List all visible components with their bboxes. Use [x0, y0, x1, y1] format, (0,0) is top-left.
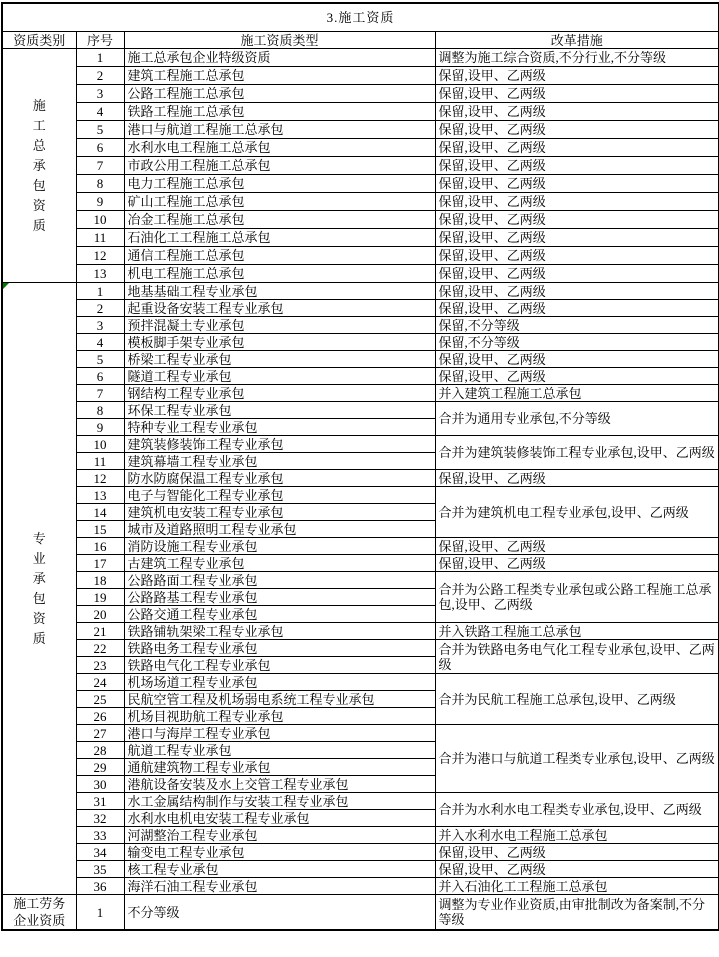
qualification-type-cell: 公路工程施工总承包 — [124, 85, 435, 103]
reform-measure-cell: 保留,设甲、乙两级 — [435, 103, 719, 121]
table-row — [2, 121, 719, 139]
reform-measure-cell: 保留,设甲、乙两级 — [435, 283, 719, 300]
category-label: 专业承包资质 — [32, 530, 46, 646]
reform-measure-cell: 保留,设甲、乙两级 — [435, 85, 719, 103]
category-cell — [2, 895, 76, 931]
qualification-type-cell: 钢结构工程专业承包 — [124, 385, 435, 402]
row-number: 10 — [76, 211, 124, 229]
qualification-type-cell: 铁路电务工程专业承包 — [124, 640, 435, 657]
row-number: 11 — [76, 453, 124, 470]
reform-measure-cell: 合并为建筑机电工程专业承包,设甲、乙两级 — [435, 487, 719, 538]
row-number: 29 — [76, 759, 124, 776]
header-no: 序号 — [76, 32, 124, 49]
table-row — [2, 193, 719, 211]
reform-measure-cell: 并入建筑工程施工总承包 — [435, 385, 719, 402]
reform-measure-cell: 并入水利水电工程施工总承包 — [435, 827, 719, 844]
table-row — [2, 725, 719, 742]
qualification-type-cell: 港口与航道工程施工总承包 — [124, 121, 435, 139]
qualification-type-cell: 铁路工程施工总承包 — [124, 103, 435, 121]
row-number: 24 — [76, 674, 124, 691]
row-number: 18 — [76, 572, 124, 589]
row-number: 34 — [76, 844, 124, 861]
reform-measure-cell: 保留,设甲、乙两级 — [435, 538, 719, 555]
table-row — [2, 139, 719, 157]
row-number: 4 — [76, 334, 124, 351]
table-row — [2, 793, 719, 810]
reform-measure-cell: 保留,设甲、乙两级 — [435, 175, 719, 193]
qualification-type-cell: 起重设备安装工程专业承包 — [124, 300, 435, 317]
row-number: 19 — [76, 589, 124, 606]
qualification-type-cell: 航道工程专业承包 — [124, 742, 435, 759]
reform-measure-cell: 保留,设甲、乙两级 — [435, 139, 719, 157]
category-label: 施工劳务企业资质 — [13, 896, 66, 928]
row-number: 5 — [76, 121, 124, 139]
reform-measure-cell: 保留,设甲、乙两级 — [435, 844, 719, 861]
row-number: 9 — [76, 419, 124, 436]
reform-measure-cell: 合并为铁路电务电气化工程专业承包,设甲、乙两级 — [435, 640, 719, 674]
table-row — [2, 385, 719, 402]
table-row — [2, 487, 719, 504]
qualification-type-cell: 地基基础工程专业承包 — [124, 283, 435, 300]
table-row — [2, 157, 719, 175]
row-number: 23 — [76, 657, 124, 674]
qualification-type-cell: 桥梁工程专业承包 — [124, 351, 435, 368]
row-number: 5 — [76, 351, 124, 368]
row-number: 13 — [76, 265, 124, 283]
row-number: 9 — [76, 193, 124, 211]
qualification-type-cell: 石油化工工程施工总承包 — [124, 229, 435, 247]
row-number: 30 — [76, 776, 124, 793]
table-row — [2, 175, 719, 193]
row-number: 15 — [76, 521, 124, 538]
qualification-type-cell: 通航建筑物工程专业承包 — [124, 759, 435, 776]
qualification-type-cell: 公路路基工程专业承包 — [124, 589, 435, 606]
qualification-type-cell: 电力工程施工总承包 — [124, 175, 435, 193]
category-label: 施工总承包资质 — [32, 97, 46, 233]
table-row — [2, 265, 719, 283]
reform-measure-cell: 保留,设甲、乙两级 — [435, 193, 719, 211]
qualification-type-cell: 民航空管工程及机场弱电系统工程专业承包 — [124, 691, 435, 708]
qualification-type-cell: 机电工程施工总承包 — [124, 265, 435, 283]
reform-measure-cell: 合并为民航工程施工总承包,设甲、乙两级 — [435, 674, 719, 725]
qualification-type-cell: 不分等级 — [124, 895, 435, 931]
qualification-type-cell: 建筑机电安装工程专业承包 — [124, 504, 435, 521]
row-number: 10 — [76, 436, 124, 453]
table-row — [2, 85, 719, 103]
header-row — [2, 32, 719, 49]
table-row — [2, 283, 719, 300]
reform-measure-cell: 保留,设甲、乙两级 — [435, 351, 719, 368]
row-number: 25 — [76, 691, 124, 708]
row-number: 17 — [76, 555, 124, 572]
row-number: 35 — [76, 861, 124, 878]
qualification-type-cell: 矿山工程施工总承包 — [124, 193, 435, 211]
qualification-type-cell: 冶金工程施工总承包 — [124, 211, 435, 229]
reform-measure-cell: 保留,设甲、乙两级 — [435, 555, 719, 572]
row-number: 3 — [76, 85, 124, 103]
table-row — [2, 538, 719, 555]
table-row — [2, 334, 719, 351]
row-number: 26 — [76, 708, 124, 725]
reform-measure-cell: 保留,设甲、乙两级 — [435, 229, 719, 247]
reform-measure-cell: 保留,设甲、乙两级 — [435, 211, 719, 229]
qualification-type-cell: 海洋石油工程专业承包 — [124, 878, 435, 895]
reform-measure-cell: 保留,不分等级 — [435, 317, 719, 334]
row-number: 12 — [76, 470, 124, 487]
qualification-type-cell: 消防设施工程专业承包 — [124, 538, 435, 555]
row-number: 7 — [76, 157, 124, 175]
reform-measure-cell: 保留,设甲、乙两级 — [435, 67, 719, 85]
qualification-type-cell: 输变电工程专业承包 — [124, 844, 435, 861]
category-cell — [2, 49, 76, 283]
table-row — [2, 572, 719, 589]
row-number: 3 — [76, 317, 124, 334]
table-row — [2, 368, 719, 385]
reform-measure-cell: 保留,设甲、乙两级 — [435, 861, 719, 878]
qualification-type-cell: 特种专业工程专业承包 — [124, 419, 435, 436]
title-row — [2, 3, 719, 32]
page-title: 3.施工资质 — [2, 3, 719, 32]
table-row — [2, 300, 719, 317]
table-row — [2, 827, 719, 844]
category-cell — [2, 283, 76, 895]
reform-measure-cell: 调整为专业作业资质,由审批制改为备案制,不分等级 — [435, 895, 719, 931]
reform-measure-cell: 保留,设甲、乙两级 — [435, 368, 719, 385]
table-row — [2, 470, 719, 487]
qualification-type-cell: 水利水电工程施工总承包 — [124, 139, 435, 157]
qualification-type-cell: 模板脚手架专业承包 — [124, 334, 435, 351]
row-number: 4 — [76, 103, 124, 121]
row-number: 21 — [76, 623, 124, 640]
header-type: 施工资质类型 — [124, 32, 435, 49]
table-row — [2, 103, 719, 121]
table-row — [2, 623, 719, 640]
qualification-type-cell: 港口与海岸工程专业承包 — [124, 725, 435, 742]
row-number: 36 — [76, 878, 124, 895]
qualification-type-cell: 机场场道工程专业承包 — [124, 674, 435, 691]
qualification-type-cell: 铁路电气化工程专业承包 — [124, 657, 435, 674]
reform-measure-cell: 并入石油化工工程施工总承包 — [435, 878, 719, 895]
reform-measure-cell: 保留,设甲、乙两级 — [435, 470, 719, 487]
row-number: 11 — [76, 229, 124, 247]
qualification-type-cell: 电子与智能化工程专业承包 — [124, 487, 435, 504]
row-number: 14 — [76, 504, 124, 521]
qualification-type-cell: 公路交通工程专业承包 — [124, 606, 435, 623]
qualification-type-cell: 水利水电机电安装工程专业承包 — [124, 810, 435, 827]
row-number: 6 — [76, 368, 124, 385]
row-number: 8 — [76, 175, 124, 193]
reform-measure-cell: 并入铁路工程施工总承包 — [435, 623, 719, 640]
table-row — [2, 844, 719, 861]
table-row — [2, 895, 719, 931]
header-category: 资质类别 — [2, 32, 76, 49]
row-number: 8 — [76, 402, 124, 419]
row-number: 16 — [76, 538, 124, 555]
table-row — [2, 67, 719, 85]
qualification-type-cell: 港航设备安装及水上交管工程专业承包 — [124, 776, 435, 793]
qualification-type-cell: 隧道工程专业承包 — [124, 368, 435, 385]
qualification-table — [1, 2, 719, 931]
row-number: 1 — [76, 283, 124, 300]
row-number: 33 — [76, 827, 124, 844]
qualification-type-cell: 城市及道路照明工程专业承包 — [124, 521, 435, 538]
reform-measure-cell: 保留,设甲、乙两级 — [435, 265, 719, 283]
reform-measure-cell: 合并为公路工程类专业承包或公路工程施工总承包,设甲、乙两级 — [435, 572, 719, 623]
table-row — [2, 317, 719, 334]
qualification-type-cell: 建筑装修装饰工程专业承包 — [124, 436, 435, 453]
reform-measure-cell: 保留,设甲、乙两级 — [435, 121, 719, 139]
row-number: 20 — [76, 606, 124, 623]
table-row — [2, 247, 719, 265]
row-number: 28 — [76, 742, 124, 759]
table-row — [2, 402, 719, 419]
table-row — [2, 878, 719, 895]
reform-measure-cell: 合并为建筑装修装饰工程专业承包,设甲、乙两级 — [435, 436, 719, 470]
qualification-type-cell: 水工金属结构制作与安装工程专业承包 — [124, 793, 435, 810]
row-number: 13 — [76, 487, 124, 504]
table-row — [2, 674, 719, 691]
table-row — [2, 861, 719, 878]
qualification-type-cell: 市政公用工程施工总承包 — [124, 157, 435, 175]
qualification-type-cell: 公路路面工程专业承包 — [124, 572, 435, 589]
qualification-type-cell: 核工程专业承包 — [124, 861, 435, 878]
row-number: 6 — [76, 139, 124, 157]
qualification-type-cell: 施工总承包企业特级资质 — [124, 49, 435, 67]
table-body — [2, 49, 719, 931]
reform-measure-cell: 调整为施工综合资质,不分行业,不分等级 — [435, 49, 719, 67]
reform-measure-cell: 合并为水利水电工程类专业承包,设甲、乙两级 — [435, 793, 719, 827]
reform-measure-cell: 合并为港口与航道工程类专业承包,设甲、乙两级 — [435, 725, 719, 793]
qualification-type-cell: 铁路铺轨架梁工程专业承包 — [124, 623, 435, 640]
table-row — [2, 229, 719, 247]
reform-measure-cell: 合并为通用专业承包,不分等级 — [435, 402, 719, 436]
table-row — [2, 640, 719, 657]
reform-measure-cell: 保留,设甲、乙两级 — [435, 157, 719, 175]
qualification-type-cell: 预拌混凝土专业承包 — [124, 317, 435, 334]
qualification-type-cell: 建筑工程施工总承包 — [124, 67, 435, 85]
qualification-type-cell: 古建筑工程专业承包 — [124, 555, 435, 572]
qualification-type-cell: 环保工程专业承包 — [124, 402, 435, 419]
qualification-type-cell: 通信工程施工总承包 — [124, 247, 435, 265]
table-row — [2, 351, 719, 368]
reform-measure-cell: 保留,设甲、乙两级 — [435, 300, 719, 317]
qualification-type-cell: 机场目视助航工程专业承包 — [124, 708, 435, 725]
row-number: 1 — [76, 49, 124, 67]
row-number: 1 — [76, 895, 124, 931]
row-number: 27 — [76, 725, 124, 742]
table-row — [2, 49, 719, 67]
header-measure: 改革措施 — [435, 32, 719, 49]
reform-measure-cell: 保留,设甲、乙两级 — [435, 247, 719, 265]
row-number: 22 — [76, 640, 124, 657]
qualification-type-cell: 建筑幕墙工程专业承包 — [124, 453, 435, 470]
cell-error-triangle-icon — [3, 283, 9, 289]
table-row — [2, 436, 719, 453]
qualification-type-cell: 防水防腐保温工程专业承包 — [124, 470, 435, 487]
table-row — [2, 555, 719, 572]
row-number: 32 — [76, 810, 124, 827]
row-number: 7 — [76, 385, 124, 402]
table-row — [2, 211, 719, 229]
qualification-type-cell: 河湖整治工程专业承包 — [124, 827, 435, 844]
row-number: 2 — [76, 67, 124, 85]
row-number: 31 — [76, 793, 124, 810]
reform-measure-cell: 保留,不分等级 — [435, 334, 719, 351]
row-number: 12 — [76, 247, 124, 265]
row-number: 2 — [76, 300, 124, 317]
